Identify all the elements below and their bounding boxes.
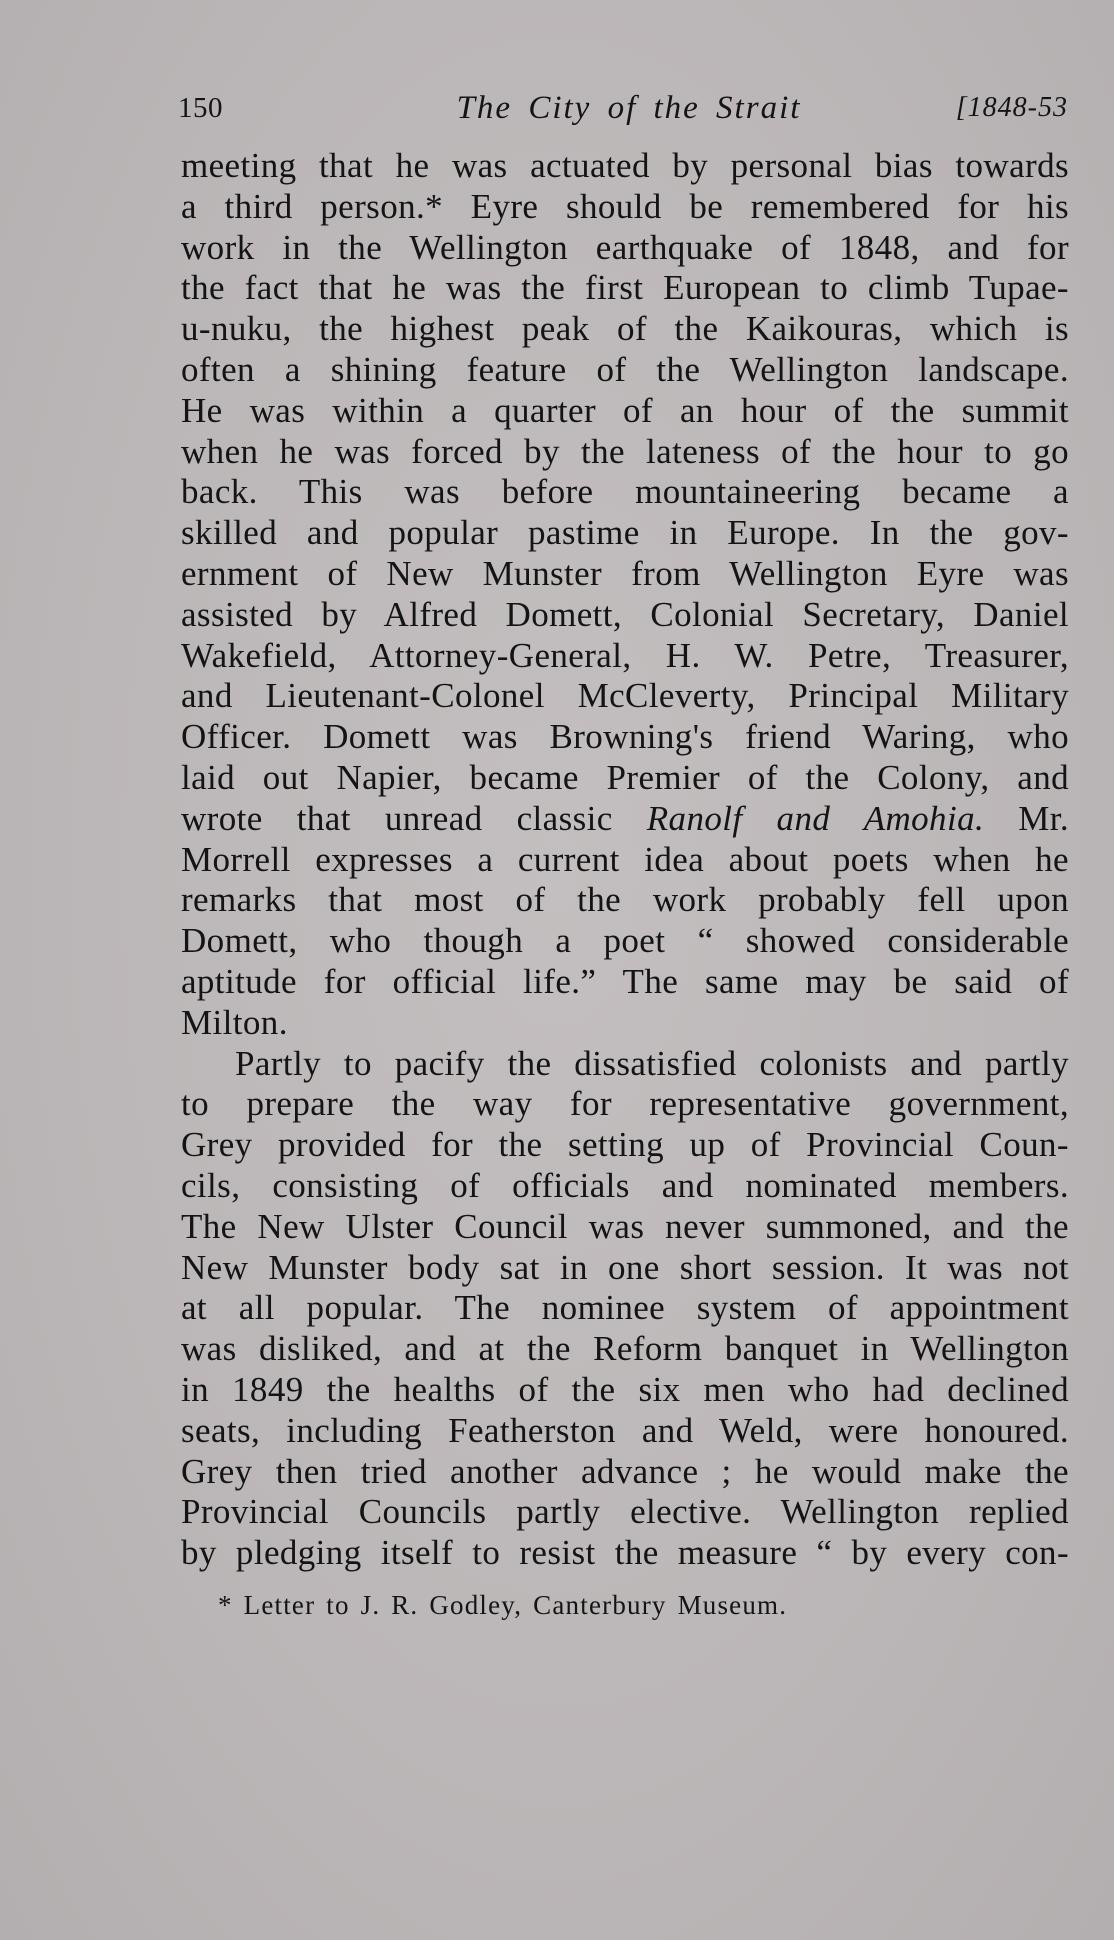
text-line: New Munster body sat in one short session. It was not [181,1247,1069,1287]
paragraph-1 [181,146,1069,1044]
text-line: assisted by Alfred Domett, Colonial Secretary, Daniel [181,594,1069,634]
text-line: cils, consisting of officials and nominated members. [181,1165,1069,1205]
text-line: Domett, who though a poet “ showed considerable [181,921,1069,961]
text-line: often a shining feature of the Wellington landscape. [181,349,1069,389]
text-line: Morrell expresses a current idea about poets when he [181,839,1069,879]
text-line: Partly to pacify the dissatisfied colonists and partly [235,1043,1069,1083]
text-line: to prepare the way for representative government, [181,1084,1069,1124]
text-line: at all popular. The nominee system of appointment [181,1288,1069,1328]
text-line: Grey then tried another advance ; he would make the [181,1451,1069,1491]
footnote: * Letter to J. R. Godley, Canterbury Museum. [218,1590,788,1620]
text-line: Milton. [181,1002,288,1042]
text-line: u-nuku, the highest peak of the Kaikouras, which is [181,309,1069,349]
poem-title: Ranolf and Amohia. [646,798,985,838]
text-line: Provincial Councils partly elective. Wellington replied [181,1492,1069,1532]
text-segment: Mr. [984,798,1070,838]
text-line: in 1849 the healths of the six men who had declined [181,1369,1069,1409]
date-range: [1848-53 [955,92,1068,123]
page-number: 150 [178,92,223,124]
text-line: He was within a quarter of an hour of the summit [181,390,1069,430]
running-title: The City of the Strait [456,90,802,126]
text-line: Grey provided for the setting up of Provincial Coun- [181,1125,1069,1165]
text-line: a third person.* Eyre should be remembered for his [181,186,1069,226]
text-line-with-title [181,799,1069,840]
text-line: back. This was before mountaineering became a [181,472,1069,512]
text-line: by pledging itself to resist the measure “ by every con- [181,1533,1069,1573]
text-line: Wakefield, Attorney-General, H. W. Petre, Treasurer, [181,635,1069,675]
running-head [178,86,1080,130]
text-line: laid out Napier, became Premier of the Colony, and [181,757,1069,797]
text-line: was disliked, and at the Reform banquet in Wellington [181,1329,1069,1369]
text-line: skilled and popular pastime in Europe. In the gov- [181,513,1069,553]
text-line: ernment of New Munster from Wellington Eyre was [181,553,1069,593]
text-line: The New Ulster Council was never summoned, and the [181,1206,1069,1246]
text-line: and Lieutenant-Colonel McCleverty, Principal Military [181,676,1069,716]
text-line: aptitude for official life.” The same may be said of [181,961,1069,1001]
text-line: remarks that most of the work probably fell upon [181,880,1069,920]
text-line: seats, including Featherston and Weld, were honoured. [181,1410,1069,1450]
text-line: work in the Wellington earthquake of 1848, and for [181,227,1069,267]
text-line: meeting that he was actuated by personal bias towards [181,146,1069,185]
paragraph-2 [181,1044,1069,1574]
text-line: Officer. Domett was Browning's friend Waring, who [181,717,1069,757]
text-segment: wrote that unread classic [181,798,647,838]
body-text [181,146,1069,1574]
text-line: when he was forced by the lateness of the hour to go [181,431,1069,471]
text-line: the fact that he was the first European to climb Tupae- [181,268,1069,308]
